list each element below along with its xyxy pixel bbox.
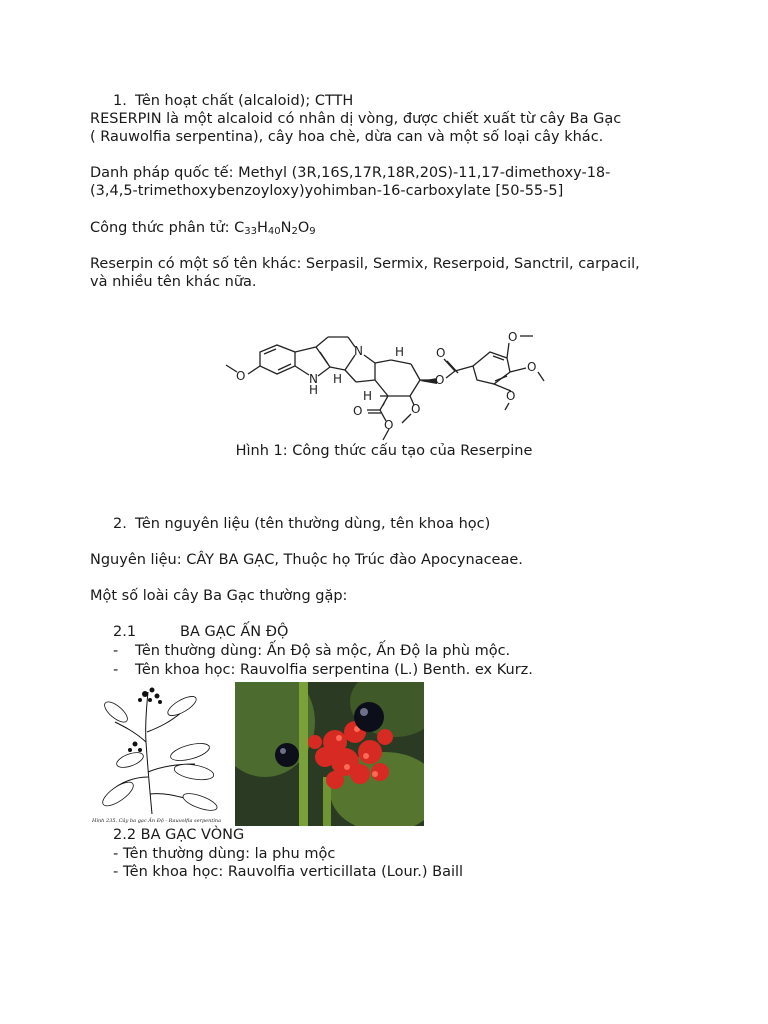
section2-heading-text: Tên nguyên liệu (tên thường dùng, tên khoa học)	[135, 516, 491, 532]
section1-heading-text: Tên hoạt chất (alcaloid); CTTH	[135, 93, 354, 109]
names-line-2: và nhiều tên khác nữa.	[90, 274, 257, 290]
formula-line	[90, 219, 316, 237]
subsection-2-1-number: 2.1	[113, 624, 137, 640]
material-line: Nguyên liệu: CÂY BA GẠC, Thuộc họ Trúc đào Apocynaceae.	[90, 552, 523, 568]
sketch-caption: Hình 235. Cây ba gạc Ấn Độ - Rauvolfia serpentina	[92, 818, 222, 824]
atom-o-methoxy-2: O	[508, 330, 518, 344]
intro-line-2: ( Rauwolfia serpentina), cây hoa chè, dừa can và một số loại cây khác.	[90, 129, 604, 145]
atom-o-methoxy-4: O	[506, 389, 516, 403]
atom-nh-h: H	[309, 383, 319, 397]
section2-heading	[113, 515, 490, 533]
atom-o-methoxy: O	[236, 369, 246, 383]
atom-nh-n: N	[309, 372, 318, 386]
sub2-scientific-name: - Tên khoa học: Rauvolfia verticillata (Lour.) Baill	[113, 864, 464, 880]
reserpine-structure	[218, 326, 550, 444]
atom-o-methoxy-3: O	[527, 360, 537, 374]
iupac-line-2: (3,4,5-trimethoxybenzoyloxy)yohimban-16-carboxylate [50-55-5]	[90, 183, 564, 199]
sub1-common-name: - Tên thường dùng: Ấn Độ sà mộc, Ấn Độ la phù mộc.	[113, 643, 511, 659]
atom-n: N	[354, 344, 363, 358]
atom-o-methoxy-5: O	[411, 402, 421, 416]
subsection-2-1-title: BA GẠC ẤN ĐỘ	[180, 624, 289, 640]
atom-o-carbonyl: O	[436, 346, 446, 360]
figure-caption: Hình 1: Công thức cấu tạo của Reserpine	[235, 443, 533, 459]
atom-h-3: H	[363, 389, 373, 403]
atom-h-2: H	[395, 345, 405, 359]
iupac-line-1: Danh pháp quốc tế: Methyl (3R,16S,17R,18R,20S)-11,17-dimethoxy-18-	[90, 165, 611, 181]
plant-sketch-image	[90, 682, 230, 826]
subsection-2-1-heading	[113, 623, 288, 641]
intro-line-1: RESERPIN là một alcaloid có nhân dị vòng, được chiết xuất từ cây Ba Gạc	[90, 111, 622, 127]
section2-number: 2.	[113, 516, 127, 532]
section1-heading	[113, 92, 353, 110]
atom-o-ester: O	[435, 373, 445, 387]
plant-photo-image	[235, 682, 424, 826]
section1-number: 1.	[113, 93, 127, 109]
sub1-scientific-name: - Tên khoa học: Rauvolfia serpentina (L.) Benth. ex Kurz.	[113, 662, 533, 678]
atom-o-ester-carbonyl: O	[353, 404, 363, 418]
molecular-formula: $C_{33}H_{40}N_2O_9$	[234, 220, 316, 237]
subsection-2-2-title: 2.2 BA GẠC VÒNG	[113, 827, 245, 843]
atom-o-ester-methyl: O	[384, 418, 394, 432]
formula-label: Công thức phân tử:	[90, 220, 235, 236]
sub2-common-name: - Tên thường dùng: la phu mộc	[113, 846, 336, 862]
names-line-1: Reserpin có một số tên khác: Serpasil, Sermix, Reserpoid, Sanctril, carpacil,	[90, 256, 640, 272]
species-intro: Một số loài cây Ba Gạc thường gặp:	[90, 588, 348, 604]
atom-h-1: H	[333, 372, 343, 386]
